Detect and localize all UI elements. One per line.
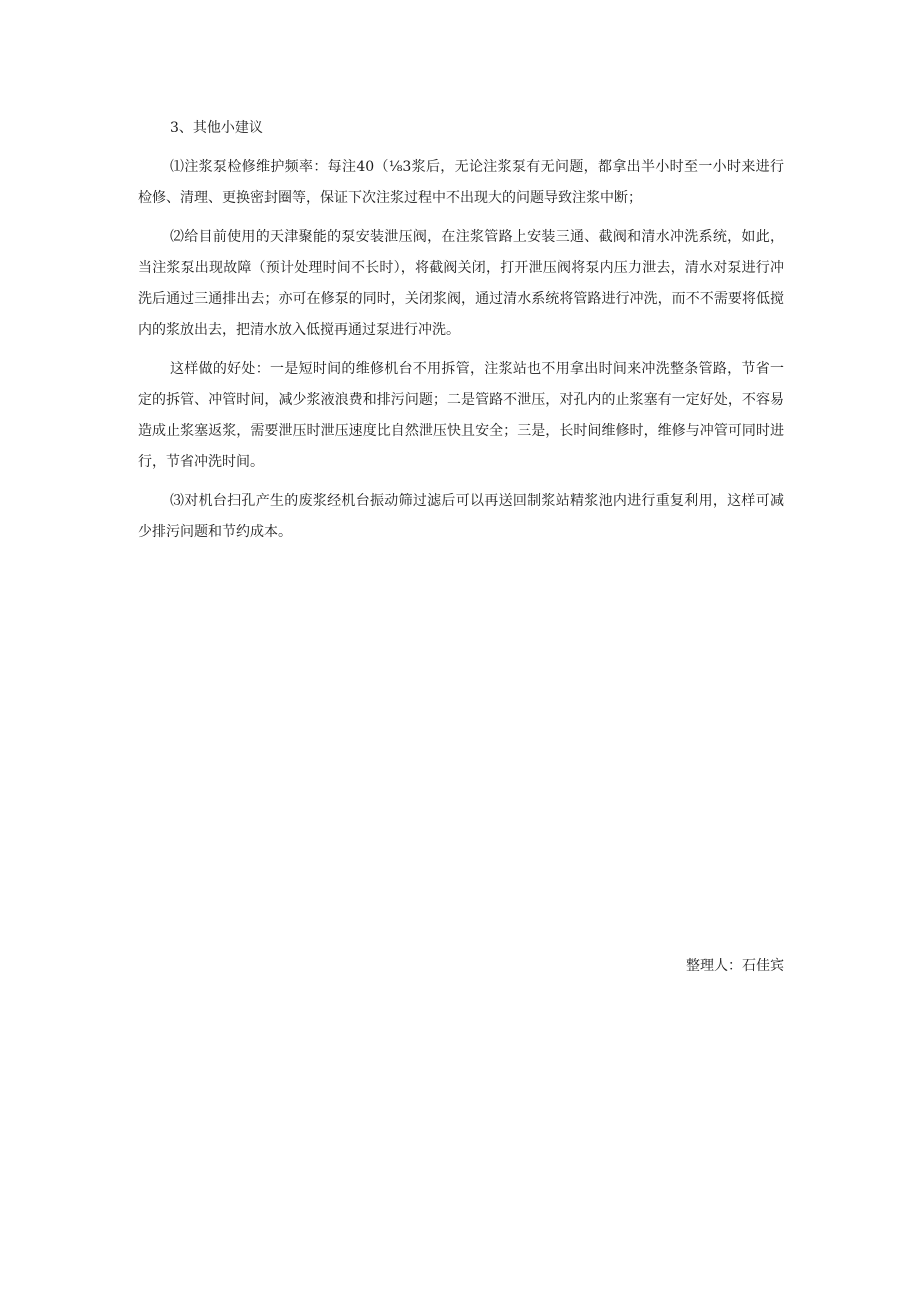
paragraph-relief-valve: ⑵给目前使用的天津聚能的泵安装泄压阀，在注浆管路上安装三通、截阀和清水冲洗系统，如此，当注浆泵出现故障（预计处理时间不长时），将截阀关闭，打开泄压阀将泵内压力泄去，清水对泵进行冲洗后通过三通排出去；亦可在修泵的同时，关闭浆阀，通过清水系统将管路进行冲洗，而不不需要将低搅内的浆放出去，把清水放入低搅再通过泵进行冲洗。: [138, 229, 784, 338]
document-body: [138, 116, 784, 556]
paragraph-benefits: 这样做的好处：一是短时间的维修机台不用拆管，注浆站也不用拿出时间来冲洗整条管路，节省一定的拆管、冲管时间，减少浆液浪费和排污问题；二是管路不泄压，对孔内的止浆塞有一定好处，不容易造成止浆塞返浆，需要泄压时泄压速度比自然泄压快且安全；三是，长时间维修时，维修与冲管可同时进行，节省冲洗时间。: [138, 361, 784, 470]
paragraph-waste-slurry: ⑶对机台扫孔产生的废浆经机台振动筛过滤后可以再送回制浆站精浆池内进行重复利用，这样可减少排污问题和节约成本。: [138, 493, 784, 540]
signature-compiler: 整理人：石佳宾: [686, 958, 784, 974]
section-heading: 3、其他小建议: [170, 120, 263, 136]
paragraph-pump-maintenance: ⑴注浆泵检修维护频率：每注40（⅛3浆后，无论注浆泵有无问题，都拿出半小时至一小时来进行检修、清理、更换密封圈等，保证下次注浆过程中不出现大的问题导致注浆中断；: [138, 159, 784, 206]
